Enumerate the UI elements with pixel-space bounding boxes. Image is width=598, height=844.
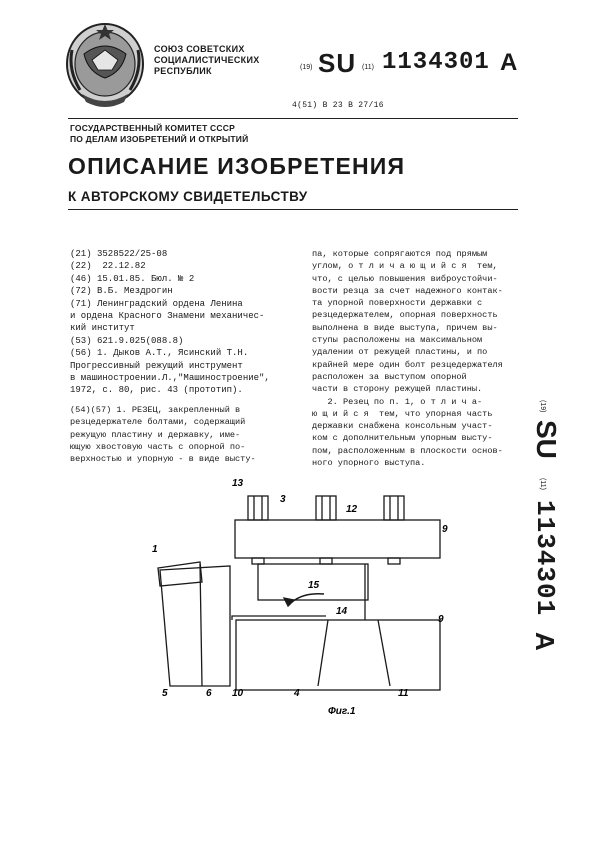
ussr-line: РЕСПУБЛИК <box>154 66 212 76</box>
label-15: 15 <box>308 580 320 591</box>
biblio-line: (72) В.Б. Мездрогин <box>70 286 173 297</box>
biblio-line: (71) Ленинградский ордена Ленина <box>70 298 243 309</box>
side-patent-mark <box>510 400 570 660</box>
claim-text-right <box>312 248 532 469</box>
biblio-line: (21) 3528522/25-08 <box>70 249 168 259</box>
figure-caption: Фиг.1 <box>328 706 356 717</box>
label-3: 3 <box>280 494 286 505</box>
biblio-line: и ордена Красного Знамени механичес- <box>70 311 265 322</box>
claim-line: ющую хвостовую часть с опорной по- <box>70 441 246 452</box>
label-9-top: 9 <box>442 524 448 535</box>
label-12: 12 <box>346 504 358 515</box>
claim-line: резцедержателем, опорная поверхность <box>312 310 498 321</box>
claim-line: та упорной поверхности державки с <box>312 298 483 309</box>
claim-line: ного упорного выступа. <box>312 458 426 469</box>
bolt-middle <box>316 496 336 520</box>
claim-line: (54)(57) 1. РЕЗЕЦ, закрепленный в <box>70 405 241 415</box>
ussr-line: СОЦИАЛИСТИЧЕСКИХ <box>154 55 260 65</box>
biblio-line: (22) 22.12.82 <box>70 261 146 272</box>
claim-line: выполнена в виде выступа, причем вы- <box>312 322 498 333</box>
side-country: SU <box>531 420 562 459</box>
side-inid-19: (19) <box>539 400 546 413</box>
ussr-caption <box>154 44 284 77</box>
label-1: 1 <box>152 544 158 555</box>
ussr-line: СОЮЗ СОВЕТСКИХ <box>154 44 245 54</box>
ipc-classification: 4(51) B 23 B 27/16 <box>292 101 384 110</box>
document-subtitle: К АВТОРСКОМУ СВИДЕТЕЛЬСТВУ <box>68 189 308 204</box>
cutting-insert <box>158 562 202 586</box>
label-13: 13 <box>232 478 244 489</box>
committee-line: ПО ДЕЛАМ ИЗОБРЕТЕНИЙ И ОТКРЫТИЙ <box>70 134 249 144</box>
bibliographic-data <box>70 248 300 397</box>
document-title: ОПИСАНИЕ ИЗОБРЕТЕНИЯ <box>68 153 406 179</box>
claim-line: ю щ и й с я тем, что упорная часть <box>312 408 493 419</box>
patent-country: SU <box>318 48 357 78</box>
biblio-line: Прогрессивный режущий инструмент <box>70 360 243 371</box>
claim-line: ком с дополнительным упорным высту- <box>312 433 493 444</box>
claim-line: углом, о т л и ч а ю щ и й с я тем, <box>312 261 498 272</box>
claim-line: державки снабжена консольным участ- <box>312 421 493 432</box>
claim-line: 2. Резец по п. 1, о т л и ч а- <box>312 396 483 407</box>
claim-line: что, с целью повышения виброустойчи- <box>312 273 498 284</box>
claim-line: па, которые сопрягаются под прямым <box>312 249 488 259</box>
claim-text-left <box>70 404 302 465</box>
side-kind: A <box>530 632 560 651</box>
ussr-emblem-icon <box>62 20 148 114</box>
claim-line: верхностью и упорную - в виде высту- <box>70 454 256 465</box>
claim-line: части в сторону режущей пластины. <box>312 384 483 395</box>
biblio-line: (46) 15.01.85. Бюл. № 2 <box>70 273 195 284</box>
claim-line: вости резца за счет надежного контак- <box>312 285 503 296</box>
biblio-line: (53) 621.9.025(088.8) <box>70 335 184 346</box>
committee-name <box>70 123 248 145</box>
patent-number-row <box>298 48 538 78</box>
claim-line: резцедержателе болтами, содержащий <box>70 417 246 428</box>
claim-line: расположен за выступом опорной <box>312 371 467 382</box>
claim-line: крайней мере один болт резцедержателя <box>312 359 503 370</box>
biblio-line: 1972, с. 80, рис. 43 (прототип). <box>70 385 243 396</box>
side-number: 1134301 <box>530 500 560 617</box>
inid-19: (19) <box>300 64 313 71</box>
biblio-line: (56) 1. Дыков А.Т., Ясинский Т.Н. <box>70 348 249 359</box>
label-10: 10 <box>232 688 244 699</box>
claim-line: пом, расположенным в плоскости основ- <box>312 445 503 456</box>
patent-kind: A <box>500 49 518 76</box>
bolt-right <box>384 496 404 520</box>
label-5: 5 <box>162 688 168 699</box>
patent-number: 1134301 <box>382 49 490 76</box>
committee-line: ГОСУДАРСТВЕННЫЙ КОМИТЕТ СССР <box>70 123 235 133</box>
claim-line: ступы расположены на максимальном <box>312 335 483 346</box>
claim-line: удалении от режущей пластины, и по <box>312 347 488 358</box>
holder-shank <box>160 566 230 686</box>
biblio-line: в машиностроении.Л.,"Машиностроение", <box>70 373 270 384</box>
label-11: 11 <box>398 688 409 699</box>
inid-11: (11) <box>362 64 374 71</box>
label-6: 6 <box>206 688 212 699</box>
title-divider <box>68 209 518 210</box>
header-divider <box>68 118 518 119</box>
biblio-line: кий институт <box>70 323 135 334</box>
holder-plate-top <box>235 520 440 558</box>
holder-plate-bottom <box>236 620 440 690</box>
bolt-left <box>248 496 268 520</box>
technical-drawing <box>140 470 470 720</box>
side-inid-11: (11) <box>539 478 546 490</box>
label-14: 14 <box>336 606 348 617</box>
label-9-bottom: 9 <box>438 614 444 625</box>
label-4: 4 <box>294 688 300 699</box>
claim-line: режущую пластину и державку, име- <box>70 429 241 440</box>
